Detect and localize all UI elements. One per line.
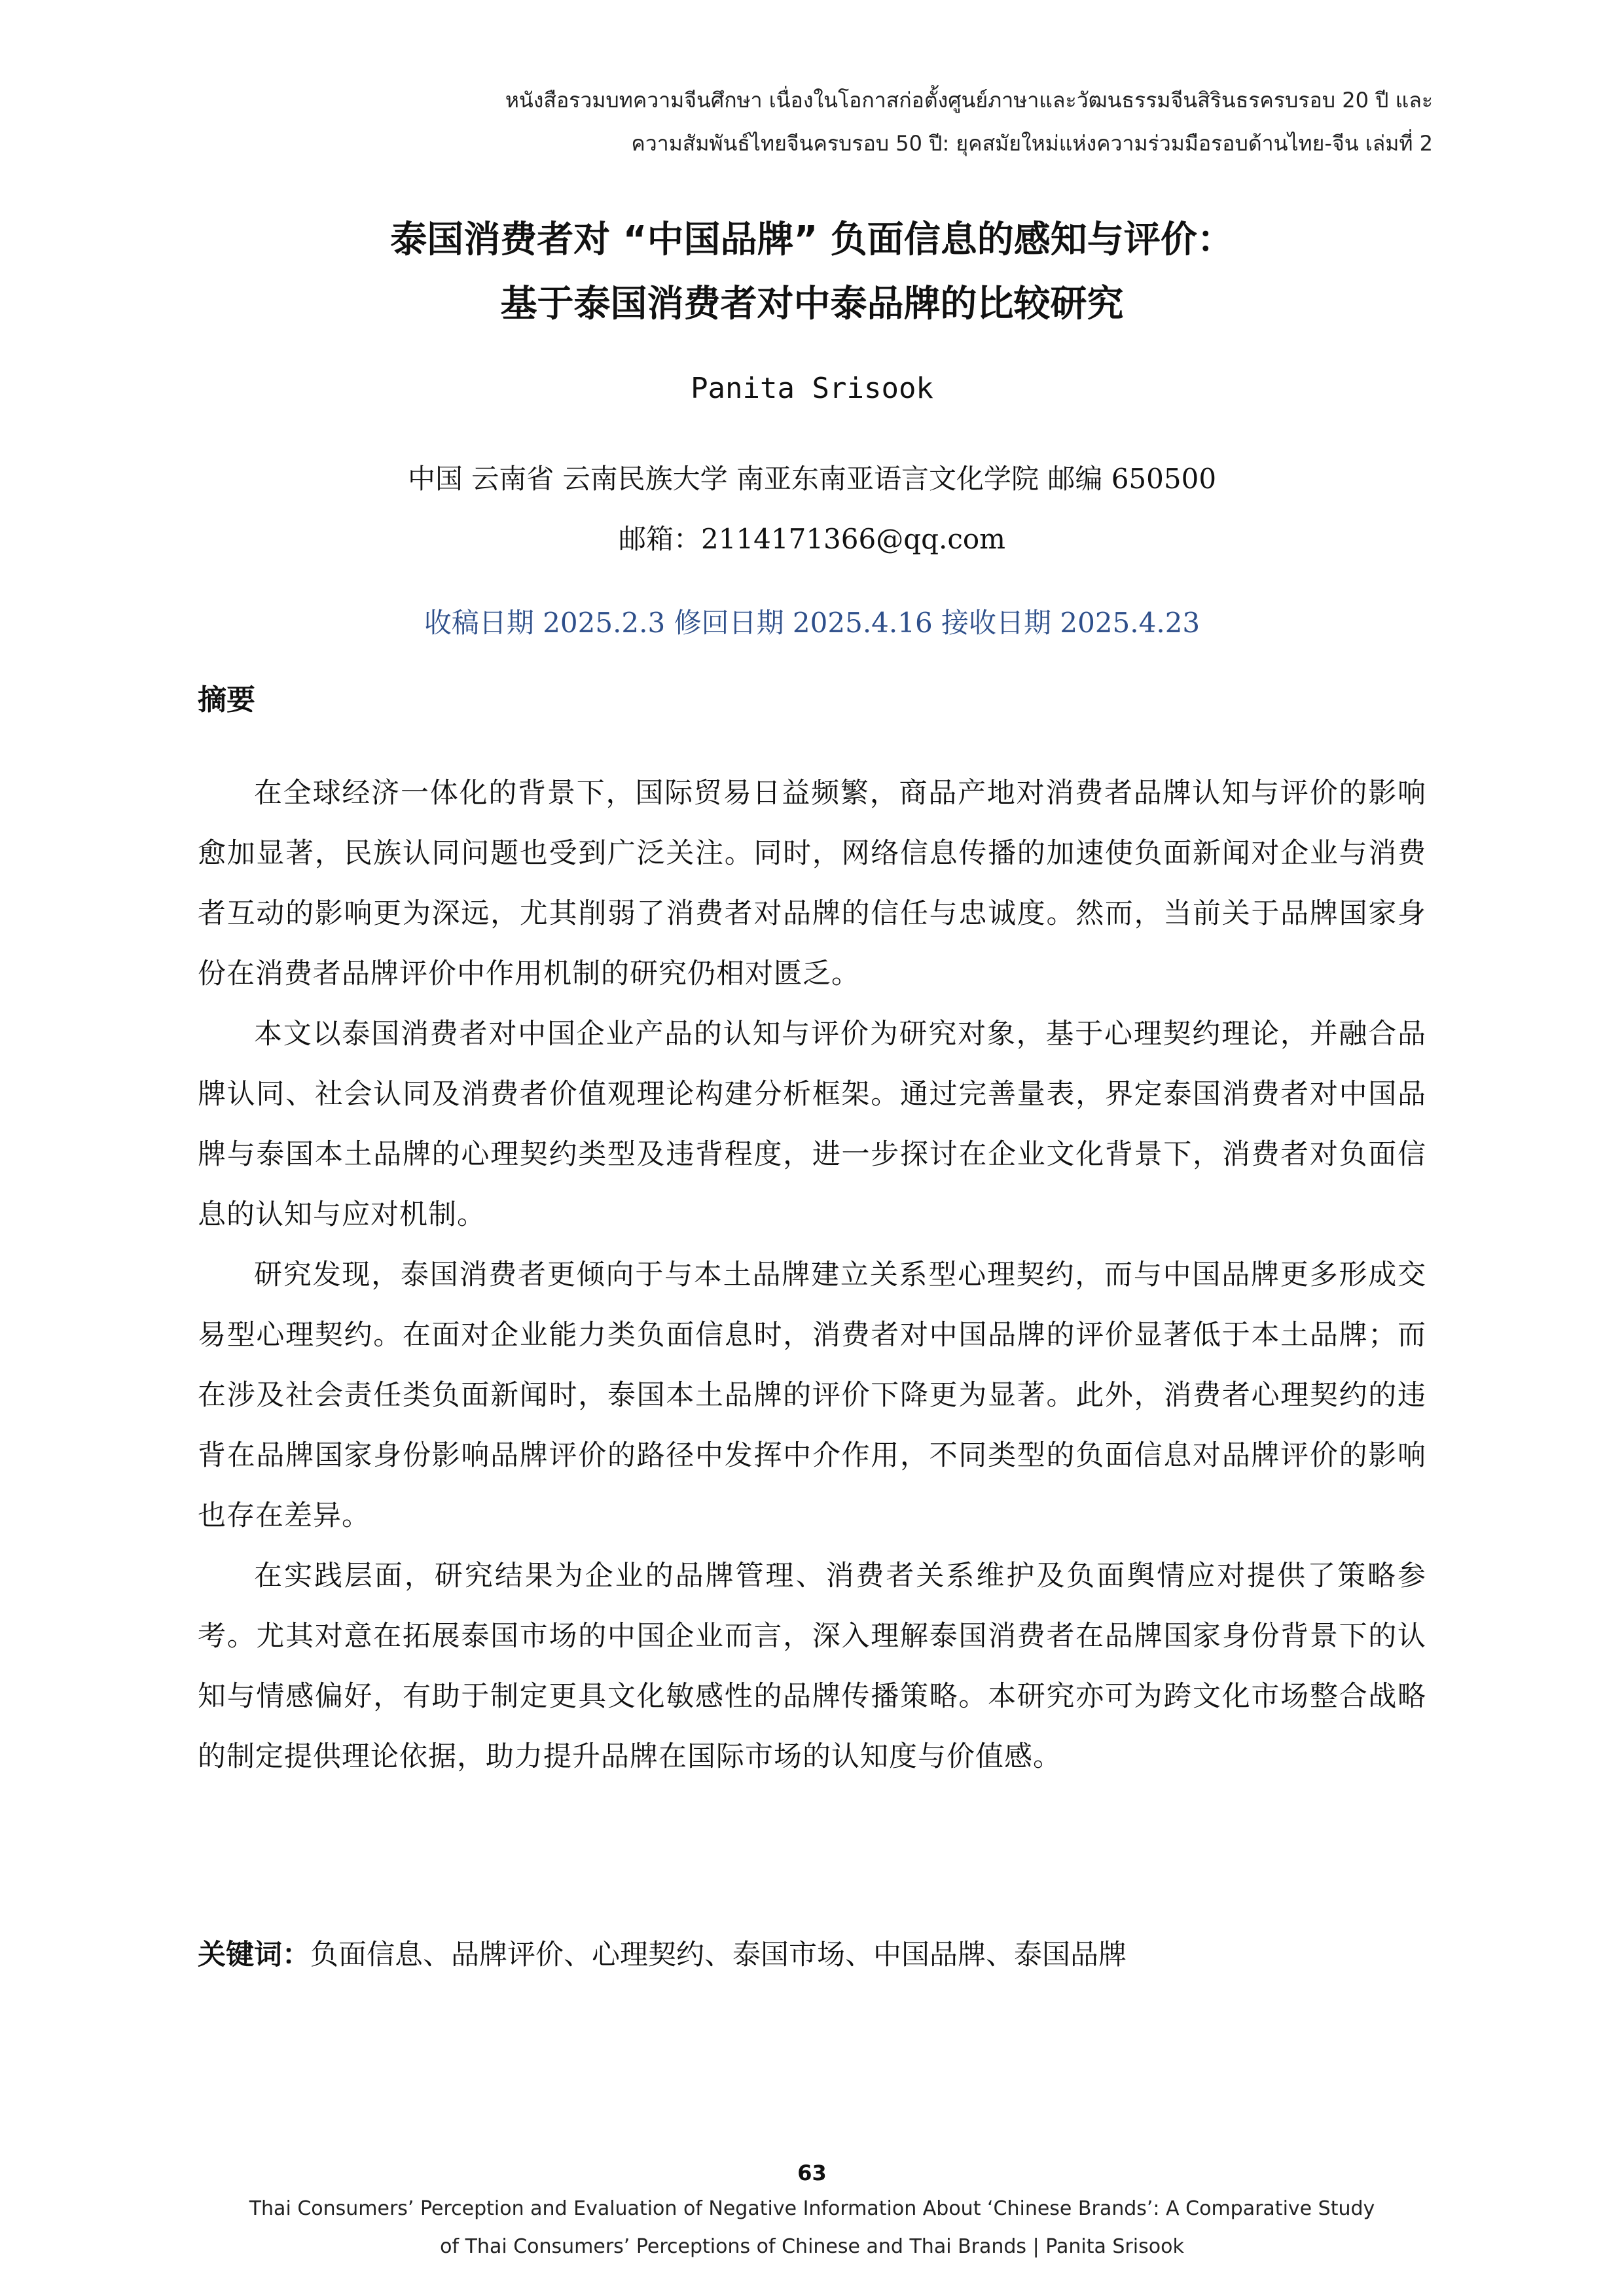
paper-title-line-1: 泰国消费者对 “中国品牌” 负面信息的感知与评价：: [390, 219, 1234, 261]
abstract-paragraph: 在实践层面，研究结果为企业的品牌管理、消费者关系维护及负面舆情应对提供了策略参考。尤其对意在拓展泰国市场的中国企业而言，深入理解泰国消费者在品牌国家身份背景下的认知与情感偏好，有助于制定更具文化敏感性的品牌传播策略。本研究亦可为跨文化市场整合战略的制定提供理论依据，助力提升品牌在国际市场的认知度与价值感。: [198, 1560, 1426, 1773]
running-footer-line-2: of Thai Consumers’ Perceptions of Chinese and Thai Brands | Panita Srisook: [440, 2235, 1184, 2258]
abstract-paragraph: 本文以泰国消费者对中国企业产品的认知与评价为研究对象，基于心理契约理论，并融合品牌认同、社会认同及消费者价值观理论构建分析框架。通过完善量表，界定泰国消费者对中国品牌与泰国本土品牌的心理契约类型及违背程度，进一步探讨在企业文化背景下，消费者对负面信息的认知与应对机制。: [198, 1018, 1426, 1231]
keywords-label: 关键词：: [198, 1939, 310, 1971]
running-header-line-1: หนังสือรวมบทความจีนศึกษา เนื่องในโอกาสก่อตั้งศูนย์ภาษาและวัฒนธรรมจีนสิรินธรครบรอบ 20 ปี และ: [505, 88, 1433, 113]
paper-title-line-2: 基于泰国消费者对中泰品牌的比较研究: [500, 283, 1124, 325]
keywords: [198, 1928, 1426, 1982]
page-number: 63: [797, 2161, 827, 2185]
running-header-line-2: ความสัมพันธ์ไทยจีนครบรอบ 50 ปี: ยุคสมัยใหม่แห่งความร่วมมือรอบด้านไทย-จีน เล่มที่ 2: [631, 131, 1433, 156]
running-footer: [157, 2190, 1467, 2266]
abstract-paragraph: 研究发现，泰国消费者更倾向于与本土品牌建立关系型心理契约，而与中国品牌更多形成交易型心理契约。在面对企业能力类负面信息时，消费者对中国品牌的评价显著低于本土品牌；而在涉及社会责任类负面新闻时，泰国本土品牌的评价下降更为显著。此外，消费者心理契约的违背在品牌国家身份影响品牌评价的路径中发挥中介作用，不同类型的负面信息对品牌评价的影响也存在差异。: [198, 1259, 1426, 1532]
paper-title: [196, 208, 1428, 336]
author-name: Panita Srisook: [691, 372, 933, 405]
affiliation-address: 中国 云南省 云南民族大学 南亚东南亚语言文化学院 邮编 650500: [407, 463, 1217, 495]
running-footer-line-1: Thai Consumers’ Perception and Evaluation of Negative Information About ‘Chinese Brands’: A Comparative Study: [249, 2197, 1375, 2220]
abstract-paragraph: 在全球经济一体化的背景下，国际贸易日益频繁，商品产地对消费者品牌认知与评价的影响愈加显著，民族认同问题也受到广泛关注。同时，网络信息传播的加速使负面新闻对企业与消费者互动的影响更为深远，尤其削弱了消费者对品牌的信任与忠诚度。然而，当前关于品牌国家身份在消费者品牌评价中作用机制的研究仍相对匮乏。: [198, 777, 1426, 990]
abstract-heading: 摘要: [198, 683, 255, 717]
author-affiliation: [196, 449, 1428, 569]
affiliation-email: 邮箱：2114171366@qq.com: [619, 523, 1005, 555]
submission-dates: 收稿日期 2025.2.3 修回日期 2025.4.16 接收日期 2025.4.23: [424, 607, 1200, 639]
running-header: [189, 79, 1433, 165]
keywords-text: 负面信息、品牌评价、心理契约、泰国市场、中国品牌、泰国品牌: [310, 1939, 1127, 1971]
abstract-body: [198, 763, 1426, 1787]
